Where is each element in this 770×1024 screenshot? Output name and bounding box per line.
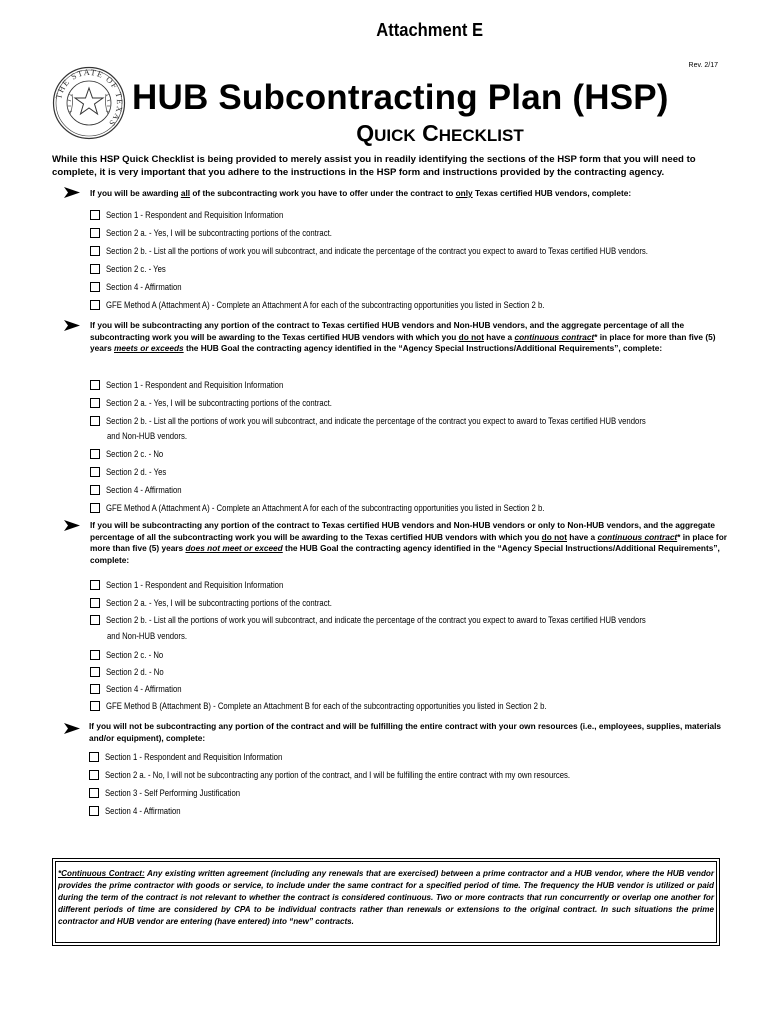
checklist-item[interactable]: Section 4 - Affirmation [90,279,194,296]
checklist-item[interactable]: GFE Method A (Attachment A) - Complete an Attachment A for each of the subcontracting opportunities you listed in Section 2 b. [90,297,616,314]
checkbox[interactable] [90,701,100,711]
checklist-item[interactable]: Section 1 - Respondent and Requisition Information [90,377,312,394]
page-title: HUB Subcontracting Plan (HSP) [132,78,669,117]
checklist-item[interactable]: Section 4 - Affirmation [90,482,194,499]
checklist-item[interactable]: Section 2 b. - List all the portions of work you will subcontract, and indicate the percentage of the contract you expect to award to Texas certified HUB vendors [90,612,734,629]
checklist-item[interactable]: GFE Method B (Attachment B) - Complete an Attachment B for each of the subcontracting opportunities you listed in Section 2 b. [90,698,618,715]
checkbox[interactable] [90,380,100,390]
arrow-bullet-icon [64,520,80,531]
checkbox[interactable] [89,806,99,816]
checkbox[interactable] [89,788,99,798]
checkbox[interactable] [90,503,100,513]
checklist-item[interactable]: Section 2 a. - No, I will not be subcontracting any portion of the contract, and I will be fulfilling the entire contract with my own resources. [89,767,646,784]
checklist-item[interactable]: Section 2 c. - No [90,446,173,463]
checkbox[interactable] [90,282,100,292]
checkbox[interactable] [90,598,100,608]
attachment-label: Attachment E [376,20,483,40]
section-heading-meets-goal: If you will be subcontracting any portion of the contract to Texas certified HUB vendors and Non-HUB vendors, and the aggregate percentage of all the subcontracting work you will be awarding to the Texas certified HUB vendors with which you do not have a continuous contract* in place for more than five (5) years meets or exceeds the HUB Goal the contracting agency identified in the “Agency Special Instructions/Additional Requirements”, complete: [90,320,716,353]
checkbox[interactable] [90,300,100,310]
item-continuation: and Non-HUB vendors. [107,431,188,441]
checkbox[interactable] [90,485,100,495]
checkbox[interactable] [90,684,100,694]
checkbox[interactable] [90,467,100,477]
checklist-item[interactable]: Section 2 d. - No [90,664,173,681]
checklist-item[interactable]: GFE Method A (Attachment A) - Complete an Attachment A for each of the subcontracting opportunities you listed in Section 2 b. [90,500,616,517]
checklist-item[interactable]: Section 2 c. - No [90,647,173,664]
checkbox[interactable] [90,264,100,274]
section-heading-all-hub: If you will be awarding all of the subcontracting work you have to offer under the contract to only Texas certified HUB vendors, complete: [90,188,632,198]
arrow-bullet-icon [64,723,80,734]
svg-text:THE STATE OF TEXAS: THE STATE OF TEXAS [53,66,126,130]
checkbox[interactable] [90,580,100,590]
arrow-bullet-icon [64,187,80,198]
checklist-item[interactable]: Section 4 - Affirmation [89,803,193,820]
checklist-item[interactable]: Section 2 a. - Yes, I will be subcontracting portions of the contract. [90,395,369,412]
checklist-item[interactable]: Section 3 - Self Performing Justification [89,785,262,802]
checklist-item[interactable]: Section 1 - Respondent and Requisition Information [89,749,311,766]
page-subtitle: QUICK CHECKLIST [356,120,524,146]
checklist-item[interactable]: Section 2 a. - Yes, I will be subcontracting portions of the contract. [90,595,369,612]
checklist-item[interactable]: Section 1 - Respondent and Requisition Information [90,577,312,594]
checkbox[interactable] [90,228,100,238]
section-heading-not-meet-goal: If you will be subcontracting any portion of the contract to Texas certified HUB vendors and Non-HUB vendors or only to Non-HUB vendors, and the aggregate percentage of all the subcontracting work you will be awarding to the Texas certified HUB vendors with which you do not have a continuous contract* in place for more than five (5) years does not meet or exceed the HUB Goal the contracting agency identified in the “Agency Special Instructions/Additional Requirements”, complete: [90,520,727,565]
checklist-item[interactable]: Section 4 - Affirmation [90,681,194,698]
checklist-item[interactable]: Section 2 a. - Yes, I will be subcontracting portions of the contract. [90,225,369,242]
checklist-item[interactable]: Section 2 b. - List all the portions of work you will subcontract, and indicate the percentage of the contract you expect to award to Texas certified HUB vendors. [90,243,736,260]
checklist-item[interactable]: Section 2 b. - List all the portions of work you will subcontract, and indicate the percentage of the contract you expect to award to Texas certified HUB vendors [90,413,734,430]
checkbox[interactable] [90,416,100,426]
checklist-item[interactable]: Section 2 c. - Yes [90,261,176,278]
checkbox[interactable] [89,770,99,780]
checkbox[interactable] [90,615,100,625]
checklist-item[interactable]: Section 2 d. - Yes [90,464,176,481]
checkbox[interactable] [89,752,99,762]
checklist-item[interactable]: Section 1 - Respondent and Requisition Information [90,207,312,224]
checkbox[interactable] [90,210,100,220]
item-continuation: and Non-HUB vendors. [107,631,188,641]
section-heading-self-perform: If you will not be subcontracting any portion of the contract and will be fulfilling the entire contract with your own resources (i.e., employees, supplies, materials and/or equipment), complete: [89,721,722,743]
continuous-contract-footnote: *Continuous Contract: Any existing written agreement (including any renewals that are exercised) between a prime contractor and a HUB vendor, where the HUB vendor provides the prime contractor with goods or service, to include under the same contract for a specified period of time. The frequency the HUB vendor is utilized or paid during the term of the contract is not relevant to whether the contract is considered continuous. Two or more contracts that run concurrently or overlap one another for different periods of time are considered by CPA to be individual contracts rather than renewals or extensions to the original contract. In such situations the prime contractor and HUB vendor are entering (have entered) into “new” contracts. [58,869,714,926]
checkbox[interactable] [90,667,100,677]
arrow-bullet-icon [64,320,80,331]
revision-date: Rev. 2/17 [688,62,718,69]
checkbox[interactable] [90,650,100,660]
checkbox[interactable] [90,398,100,408]
checkbox[interactable] [90,246,100,256]
checkbox[interactable] [90,449,100,459]
intro-paragraph: While this HSP Quick Checklist is being provided to merely assist you in readily identifying the sections of the HSP form that you will need to complete, it is very important that you adhere to the instructions in the HSP form and instructions provided by the contracting agency. [52,154,696,178]
